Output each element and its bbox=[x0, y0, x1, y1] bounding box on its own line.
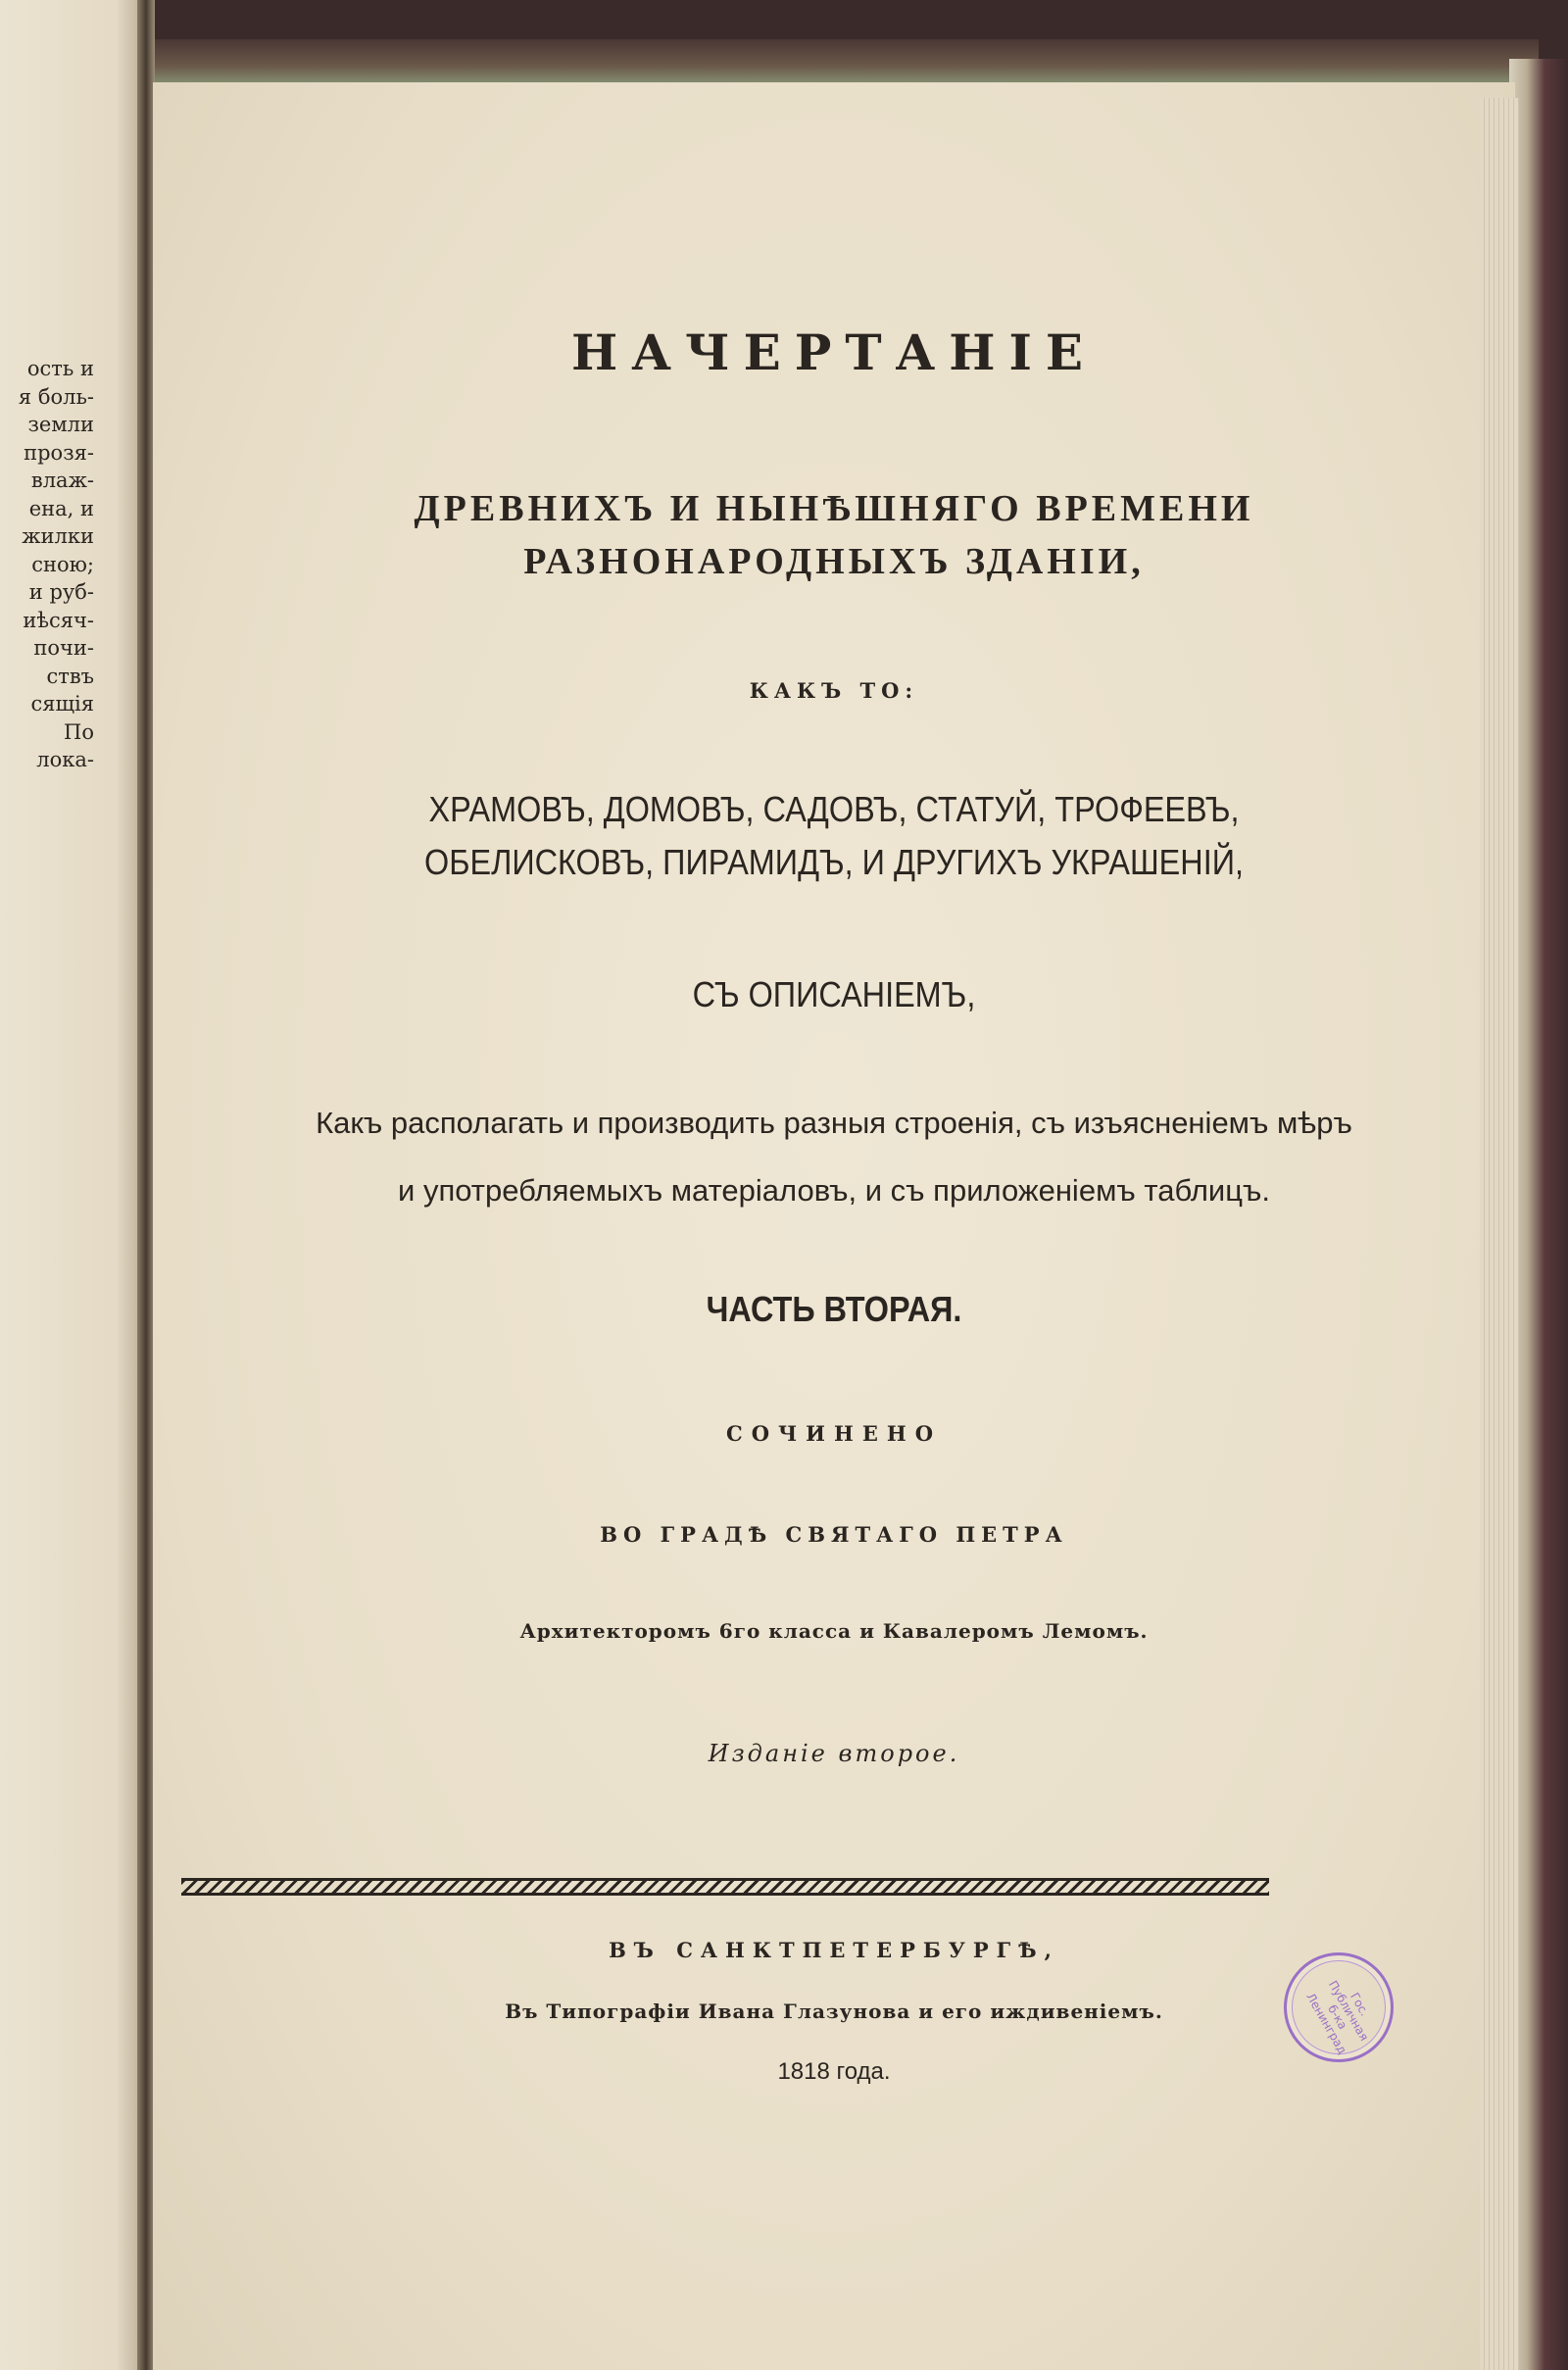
left-line: По bbox=[64, 719, 94, 744]
description-line-1: Какъ располагать и производить разныя строенія, съ изъясненіемъ мѣръ bbox=[316, 1106, 1352, 1140]
author: Архитекторомъ 6го класса и Кавалеромъ Лемомъ. bbox=[519, 1619, 1149, 1643]
left-line: иѣсяч- bbox=[23, 608, 94, 632]
edition: Изданіе второе. bbox=[708, 1740, 960, 1767]
left-line: ена, и bbox=[28, 496, 94, 520]
city: ВО ГРАДѢ СВЯТАГО ПЕТРА bbox=[600, 1522, 1068, 1547]
subtitle-line-1: ДРЕВНИХЪ И НЫНѢШНЯГО ВРЕМЕНИ bbox=[414, 488, 1254, 529]
left-line: влаж- bbox=[30, 469, 94, 492]
place: ВЪ САНКТПЕТЕРБУРГѢ, bbox=[609, 1938, 1059, 1962]
composed: СОЧИНЕНО bbox=[725, 1421, 942, 1446]
list-line-1: ХРАМОВЪ, ДОМОВЪ, САДОВЪ, СТАТУЙ, ТРОФЕЕВЪ, bbox=[428, 789, 1240, 829]
left-line: лока- bbox=[36, 748, 94, 771]
year: 1818 года. bbox=[777, 2058, 891, 2085]
left-line: я боль- bbox=[18, 384, 94, 409]
part-heading: ЧАСТЬ ВТОРАЯ. bbox=[706, 1289, 962, 1329]
left-line: ость и bbox=[26, 357, 94, 380]
book-title: НАЧЕРТАНІЕ bbox=[571, 323, 1097, 381]
left-line: сною; bbox=[31, 552, 94, 576]
left-line: и руб- bbox=[28, 580, 94, 604]
printer: Въ Типографіи Ивана Глазунова и его иждивеніемъ. bbox=[505, 2000, 1163, 2023]
left-line: земли bbox=[27, 413, 94, 436]
list-line-2: ОБЕЛИСКОВЪ, ПИРАМИДЪ, И ДРУГИХЪ УКРАШЕНІЙ, bbox=[424, 842, 1244, 882]
subtitle-line-2: РАЗНОНАРОДНЫХЪ ЗДАНІИ, bbox=[523, 541, 1145, 582]
left-line: жилки bbox=[22, 524, 94, 548]
stamp-text: Гос. Публичная б-ка Ленинград bbox=[1303, 1978, 1372, 2057]
left-line: сящія bbox=[30, 692, 94, 716]
library-stamp bbox=[1284, 1952, 1394, 2062]
decorative-rule bbox=[181, 1878, 1269, 1896]
left-line: почи- bbox=[33, 636, 94, 660]
left-page-text bbox=[0, 355, 94, 774]
with-description: СЪ ОПИСАНІЕМЪ, bbox=[692, 974, 976, 1014]
kak-to: КАКЪ ТО: bbox=[749, 678, 919, 703]
description-line-2: и употребляемыхъ матеріаловъ, и съ приложеніемъ таблицъ. bbox=[398, 1173, 1270, 1208]
page-edges bbox=[1480, 98, 1519, 2370]
left-line: ствъ bbox=[46, 664, 94, 688]
left-line: прозя- bbox=[24, 440, 94, 465]
